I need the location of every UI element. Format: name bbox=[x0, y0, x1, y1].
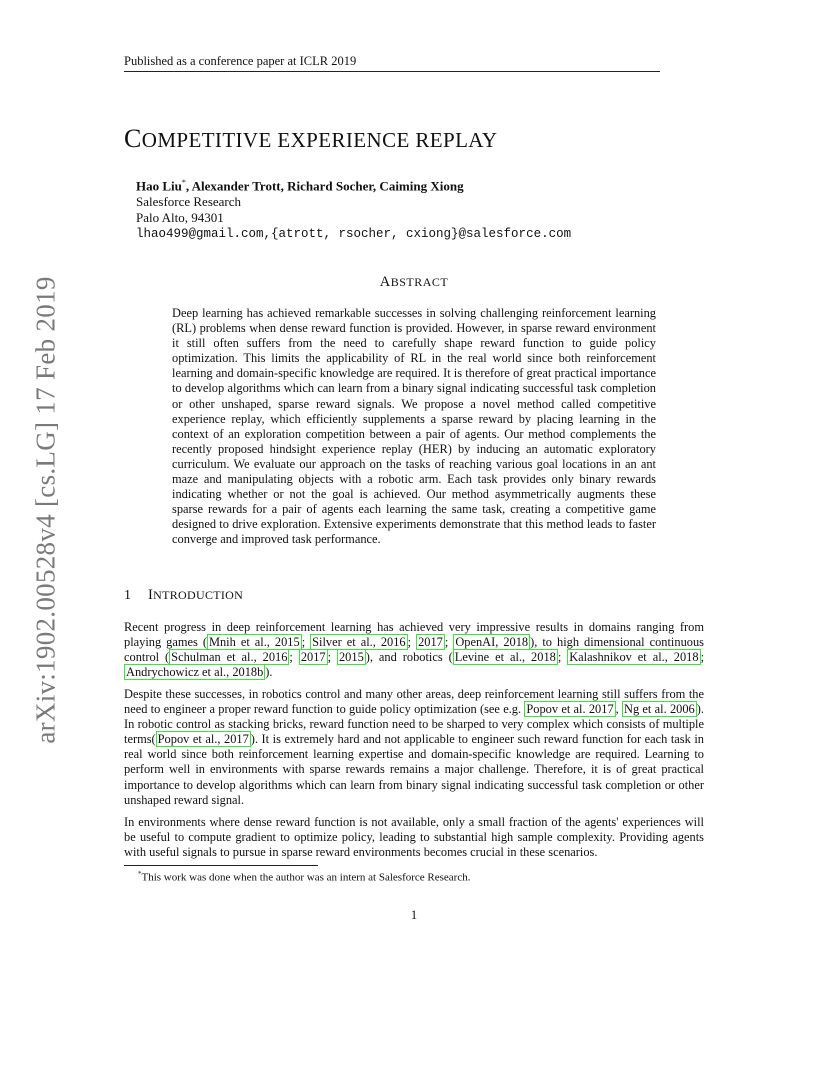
text-run: ). In robotic control as stacking bricks, reward function need to be sharped to very complex which consists of multiple terms( bbox=[124, 702, 704, 747]
section-initial: I bbox=[148, 587, 154, 603]
page-number: 1 bbox=[410, 908, 418, 922]
title-initial: C bbox=[124, 124, 142, 153]
text-run: ; bbox=[301, 635, 311, 650]
arxiv-watermark[interactable]: arXiv:1902.00528v4 [cs.LG] 17 Feb 2019 bbox=[30, 276, 61, 744]
citation-link[interactable]: Silver et al., 2016 bbox=[312, 635, 406, 650]
text-run: Despite these successes, in robotics control and many other areas, deep reinforcement learning still suffers from the need to engineer a proper reward function to guide policy optimization (see e.g. bbox=[124, 687, 704, 717]
abstract-text: Deep learning has achieved remarkable successes in solving challenging reinforcement learning (RL) problems when dense reward function is provided. However, in sparse reward environment it still often suffers from the need to carefully shape reward function to guide policy optimization. This limits the applicability of RL in the real world since both reinforcement learning and domain-specific knowledge are required. It is therefore of great practical importance to develop algorithms which can learn from a binary signal indicating successful task completion or other unshaped, sparse reward signals. We propose a novel method called competitive experience replay, which efficiently supplements a sparse reward by placing learning in the context of an exploration competition between a pair of agents. Our method complements the recently proposed hindsight experience replay (HER) by inducing an automatic exploratory curriculum. We evaluate our approach on the tasks of reaching various goal locations in an ant maze and manipulating objects with a robotic arm. Each task provides only binary rewards indicating whether or not the goal is achieved. Our method asymmetrically augments these sparse rewards for a pair of agents each learning the same task, creating a competitive game designed to drive exploration. Extensive experiments demonstrate that this method leads to faster converge and improved task performance. bbox=[172, 306, 656, 547]
first-author: Hao Liu bbox=[136, 178, 182, 194]
author-footnote-mark: * bbox=[181, 178, 186, 187]
footnote bbox=[138, 868, 470, 885]
intro-paragraph-3: In environments where dense reward function is not available, only a small fraction of the agents' experiences will be useful to compute gradient to optimize policy, leading to substantial high sample complexity. Providing agents with useful signals to pursue in sparse reward environments becomes crucial in these scenarios. bbox=[124, 815, 704, 860]
citation-link[interactable]: 2017 bbox=[300, 650, 326, 665]
text-run: ; bbox=[700, 650, 705, 665]
citation-link[interactable]: 2017 bbox=[418, 635, 443, 650]
text-run: ; bbox=[407, 635, 417, 650]
abstract-heading bbox=[0, 274, 828, 291]
abstract-heading-rest: BSTRACT bbox=[390, 275, 449, 289]
other-authors: , Alexander Trott, Richard Socher, Caiming Xiong bbox=[185, 178, 464, 194]
intro-paragraph-1 bbox=[124, 620, 704, 680]
text-run: ; bbox=[444, 635, 454, 650]
paper-title bbox=[124, 126, 498, 153]
abstract-heading-initial: A bbox=[379, 274, 391, 290]
text-run: ; bbox=[557, 650, 568, 665]
citation-link[interactable]: Ng et al. 2006 bbox=[624, 702, 695, 717]
text-run: ; bbox=[327, 650, 337, 665]
text-run: , bbox=[615, 702, 623, 717]
text-run: ), and robotics ( bbox=[365, 650, 453, 665]
affiliation: Salesforce Research bbox=[136, 194, 242, 210]
citation-link[interactable]: Levine et al., 2018 bbox=[454, 650, 556, 665]
citation-link[interactable]: Popov et al., 2017 bbox=[157, 732, 249, 747]
citation-link[interactable]: OpenAI, 2018 bbox=[455, 635, 529, 650]
location: Palo Alto, 94301 bbox=[136, 210, 224, 226]
citation-link[interactable]: Schulman et al., 2016 bbox=[171, 650, 288, 665]
footnote-text: This work was done when the author was an intern at Salesforce Research. bbox=[141, 871, 471, 884]
intro-paragraph-2 bbox=[124, 687, 704, 808]
running-header: Published as a conference paper at ICLR 2019 bbox=[124, 54, 660, 72]
text-run: ). bbox=[265, 665, 273, 680]
citation-link[interactable]: 2015 bbox=[338, 650, 364, 665]
section-number: 1 bbox=[124, 588, 132, 603]
section-heading-introduction bbox=[124, 587, 243, 604]
text-run: ), to high dimensional continuous control ( bbox=[124, 635, 704, 665]
citation-link[interactable]: Kalashnikov et al., 2018 bbox=[569, 650, 699, 665]
title-rest: OMPETITIVE EXPERIENCE REPLAY bbox=[141, 128, 498, 152]
citation-link[interactable]: Andrychowicz et al., 2018b bbox=[126, 665, 264, 680]
citation-link[interactable]: Mnih et al., 2015 bbox=[208, 635, 300, 650]
text-run: ; bbox=[289, 650, 299, 665]
author-emails: lhao499@gmail.com,{atrott, rsocher, cxiong}@salesforce.com bbox=[136, 227, 572, 242]
text-run: Recent progress in deep reinforcement learning has achieved very impressive results in domains ranging from playing games ( bbox=[124, 620, 704, 650]
footnote-mark: * bbox=[138, 870, 142, 878]
text-run: ). It is extremely hard and not applicable to engineer such reward function for each task in real world since both reinforcement learning expertise and domain-specific knowledge are required. Learning to perform well in environments with sparse rewards remains a major challenge. Therefore, it is of great practical importance to develop algorithms which can learn from binary signal indicating successful task completion or other unshaped reward signal. bbox=[124, 732, 704, 807]
author-names bbox=[136, 175, 571, 194]
citation-link[interactable]: Popov et al. 2017 bbox=[526, 702, 614, 717]
author-block bbox=[136, 175, 571, 242]
section-title-rest: NTRODUCTION bbox=[153, 588, 244, 602]
footnote-divider bbox=[124, 865, 318, 866]
